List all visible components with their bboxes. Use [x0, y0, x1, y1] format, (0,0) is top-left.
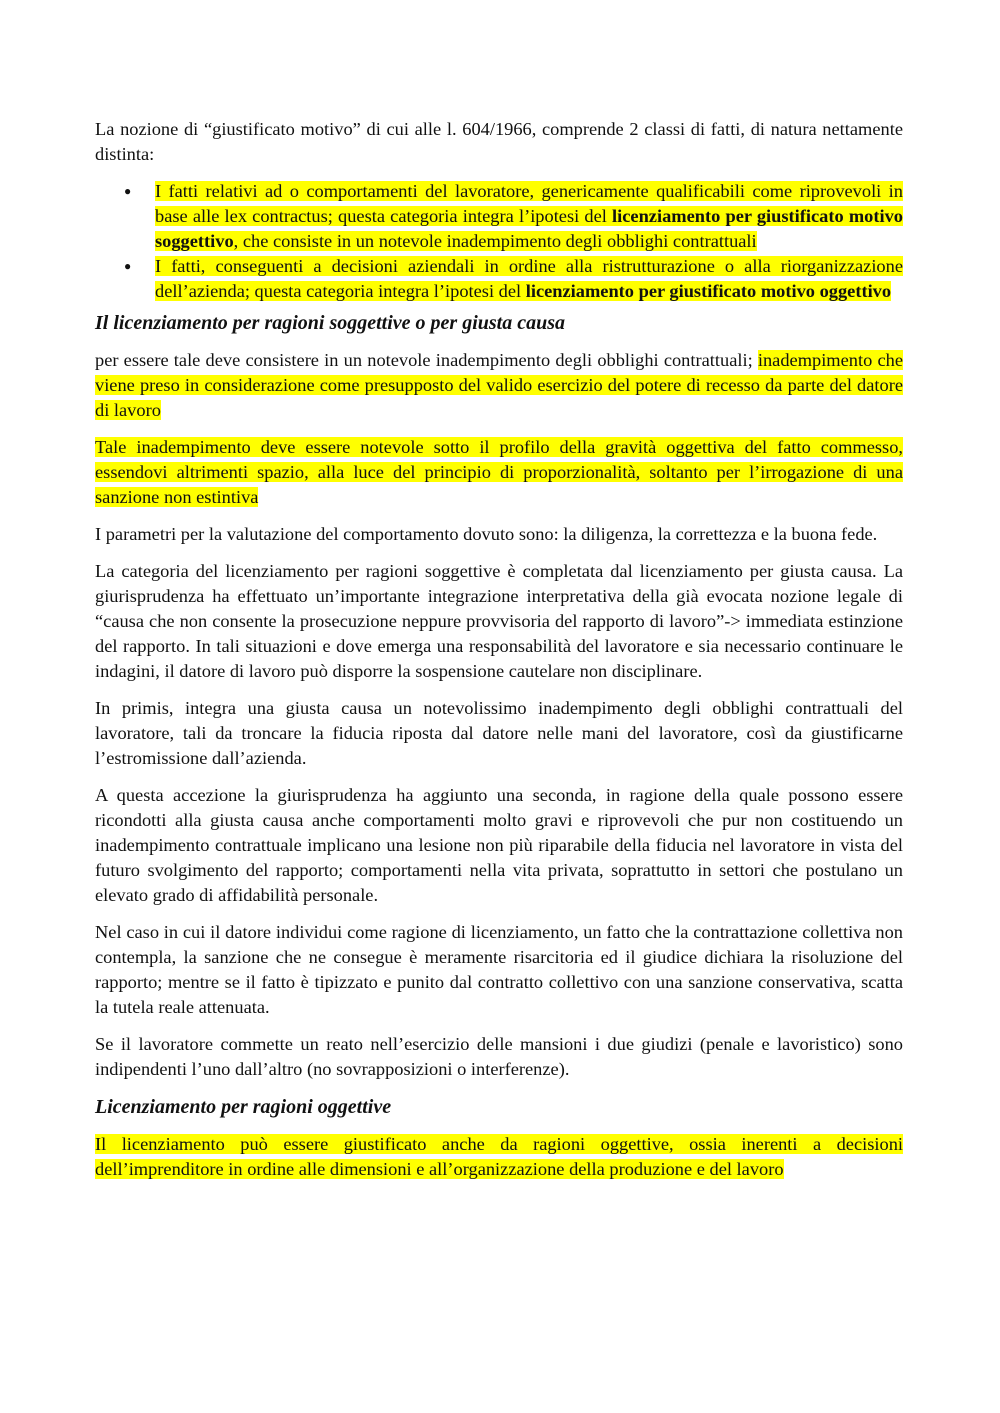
document-page: [95, 117, 903, 1194]
bullet-text-pre: I fatti, conseguenti a decisioni aziendali in ordine alla ristrutturazione o alla riorganizzazione dell’azienda; questa categoria integra l’ipotesi del: [155, 256, 903, 301]
paragraph-highlighted-text: Il licenziamento può essere giustificato anche da ragioni oggettive, ossia inerenti a decisioni dell’imprenditore in ordine alle dimensioni e all’organizzazione della produzione e del lavoro: [95, 1134, 903, 1179]
paragraph-accezione: A questa accezione la giurisprudenza ha aggiunto una seconda, in ragione della quale possono essere ricondotti alla giusta causa anche comportamenti molto gravi e riprovevoli che pur non costituendo un inadempimento contrattuale implicano una lesione non più riparabile della fiducia nel lavoratore in vista del futuro svolgimento del rapporto; comportamenti nella vita privata, soprattutto in settori che postulano un elevato grado di affidabilità personale.: [95, 785, 903, 905]
bullet-text-pre: I fatti relativi ad o comportamenti del lavoratore, genericamente qualificabili come riprovevoli in base alle lex contractus; questa categoria integra l’ipotesi del: [155, 181, 903, 226]
bullet-list: [95, 179, 903, 304]
intro-text: La nozione di “giustificato motivo” di cui alle l. 604/1966, comprende 2 classi di fatti, di natura nettamente distinta:: [95, 119, 903, 164]
intro-paragraph: [95, 117, 903, 167]
bullet-text-post: , che consiste in un notevole inadempimento degli obblighi contrattuali: [233, 231, 757, 251]
paragraph-gravita: [95, 435, 903, 510]
paragraph-highlighted-text: Tale inadempimento deve essere notevole sotto il profilo della gravità oggettiva del fatto commesso, essendovi altrimenti spazio, alla luce del principio di proporzionalità, soltanto per l’irrogazione di una sanzione non estintiva: [95, 437, 903, 507]
paragraph-inadempimento: [95, 348, 903, 423]
paragraph-reato: Se il lavoratore commette un reato nell’esercizio delle mansioni i due giudizi (penale e lavoristico) sono indipendenti l’uno dall’altro (no sovrapposizioni o interferenze).: [95, 1034, 903, 1079]
paragraph-parametri: I parametri per la valutazione del comportamento dovuto sono: la diligenza, la correttezza e la buona fede.: [95, 524, 878, 544]
paragraph-in-primis: In primis, integra una giusta causa un notevolissimo inadempimento degli obblighi contrattuali del lavoratore, tali da troncare la fiducia riposta dal datore nelle mani del lavoratore, così da giustificarne l’estromissione dall’azienda.: [95, 698, 903, 768]
bullet-dot-icon: ●: [124, 259, 132, 273]
paragraph-giusta-causa: La categoria del licenziamento per ragioni soggettive è completata dal licenziamento per giusta causa. La giurisprudenza ha effettuato un’importante integrazione interpretativa della già evocata nozione legale di “causa che non consente la prosecuzione neppure provvisoria del rapporto di lavoro”-> immediata estinzione del rapporto. In tali situazioni e dove emerga una responsabilità del lavoratore e sia necessario continuare le indagini, il datore di lavoro può disporre la sospensione cautelare non disciplinare.: [95, 561, 903, 681]
section-heading-oggettive: Licenziamento per ragioni oggettive: [95, 1096, 392, 1118]
paragraph-ragioni-oggettive: [95, 1132, 903, 1182]
bullet-item-oggettivo: [95, 254, 903, 304]
paragraph-contrattazione: Nel caso in cui il datore individui come ragione di licenziamento, un fatto che la contrattazione collettiva non contempla, la sanzione che ne consegue è meramente risarcitoria ed il giudice dichiara la risoluzione del rapporto; mentre se il fatto è tipizzato e punito dal contratto collettivo con una sanzione conservativa, scatta la tutela reale attenuata.: [95, 922, 903, 1017]
bullet-dot-icon: ●: [124, 184, 132, 198]
bullet-text-bold: licenziamento per giustificato motivo soggettivo: [155, 206, 903, 251]
bullet-text-bold: licenziamento per giustificato motivo oggettivo: [525, 281, 892, 301]
section-heading-soggettive: Il licenziamento per ragioni soggettive o per giusta causa: [95, 312, 566, 334]
paragraph-highlighted-text: inadempimento che viene preso in considerazione come presupposto del valido esercizio del potere di recesso da parte del datore di lavoro: [95, 350, 903, 420]
paragraph-plain-text: per essere tale deve consistere in un notevole inadempimento degli obblighi contrattuali;: [95, 350, 758, 370]
bullet-item-soggettivo: [95, 179, 903, 254]
